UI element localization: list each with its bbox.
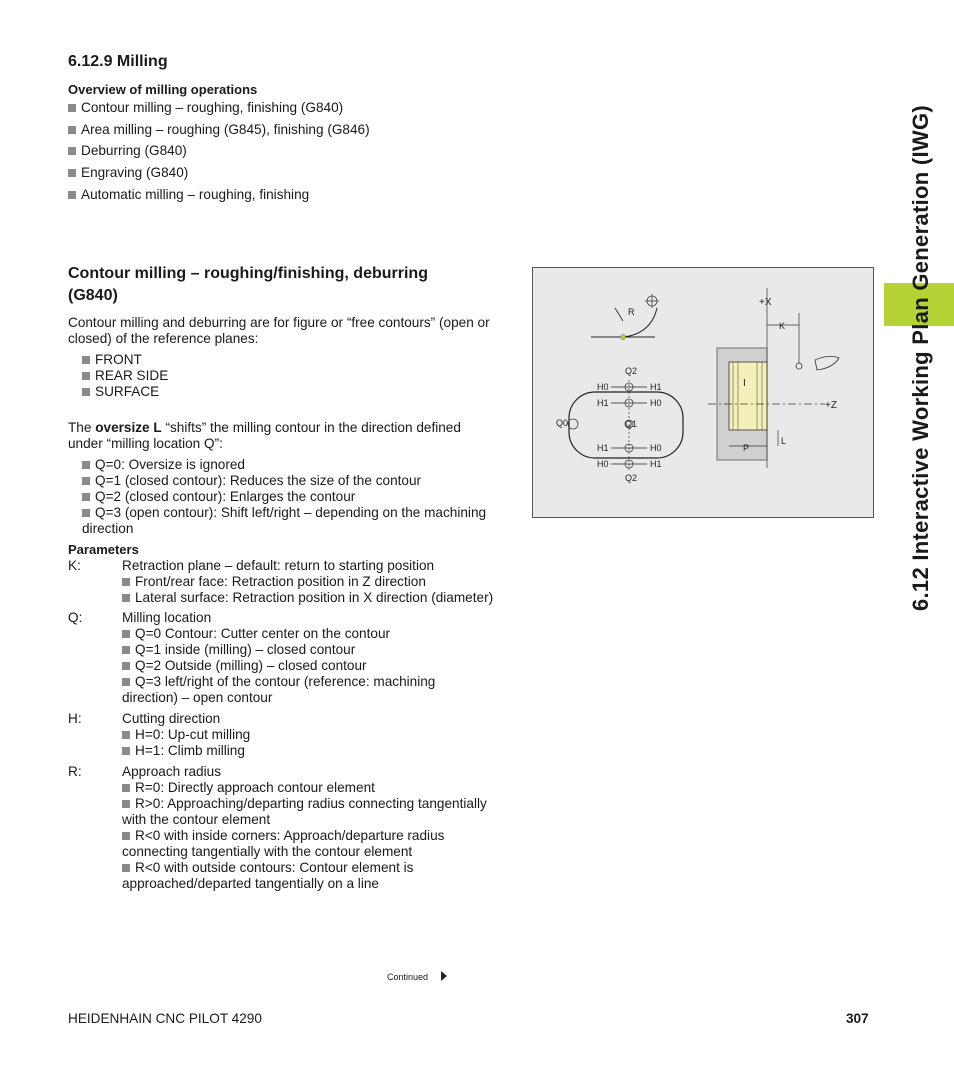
bullet-square-icon [122,678,130,686]
list-item: Q=0: Oversize is ignored [82,457,245,473]
bullet-square-icon [82,372,90,380]
param-desc: Milling location [122,610,212,625]
parameters-heading: Parameters [68,542,139,557]
intro-text: Contour milling and deburring are for figure or “free contours” (open or [68,315,490,330]
subsection-title-cont: (G840) [68,287,118,304]
param-key: K: [68,558,81,573]
list-item: FRONT [82,352,142,368]
label-Q2-bottom: Q2 [625,473,638,483]
list-item: Q=1 (closed contour): Reduces the size of the contour [82,473,421,489]
list-item-cont: direction [82,521,134,536]
bullet-square-icon [122,578,130,586]
label-H0: H0 [650,398,662,408]
list-item: R>0: Approaching/departing radius connecting tangentially [122,796,487,812]
list-item: Q=3 (open contour): Shift left/right – depending on the machining [82,505,486,521]
oversize-text: The oversize L “shifts” the milling contour in the direction defined [68,420,461,435]
bullet-square-icon [122,832,130,840]
bullet-square-icon [82,388,90,396]
tool-icon [815,356,839,370]
bullet-square-icon [68,104,76,112]
label-H1: H1 [597,443,609,453]
list-item: H=0: Up-cut milling [122,727,250,743]
intro-text: closed) of the reference planes: [68,331,259,346]
milling-pocket [729,362,767,430]
bullet-square-icon [122,662,130,670]
bullet-square-icon [122,800,130,808]
list-item: Q=2 Outside (milling) – closed contour [122,658,367,674]
list-item: Front/rear face: Retraction position in Z direction [122,574,426,590]
list-item: R<0 with outside contours: Contour element is [122,860,413,876]
bullet-square-icon [82,461,90,469]
label-X: +X [759,297,772,308]
bullet-square-icon [122,646,130,654]
label-K: K [779,321,786,331]
label-Z: +Z [825,400,837,411]
list-item: SURFACE [82,384,159,400]
param-key: Q: [68,610,83,625]
label-H1: H1 [650,382,662,392]
list-item: Contour milling – roughing, finishing (G840) [68,100,343,116]
param-desc: Retraction plane – default: return to starting position [122,558,435,573]
param-desc: Approach radius [122,764,221,779]
list-item: Engraving (G840) [68,165,188,181]
list-item: R<0 with inside corners: Approach/departure radius [122,828,444,844]
subsection-title: Contour milling – roughing/finishing, deburring [68,265,428,282]
list-item: Q=1 inside (milling) – closed contour [122,642,355,658]
label-Q2-top: Q2 [625,366,638,376]
continued-label: Continued [387,972,429,982]
list-item: Lateral surface: Retraction position in X direction (diameter) [122,590,493,606]
milling-diagram-svg [533,268,873,517]
label-I: I [743,378,746,389]
oversize-text-cont: under “milling location Q”: [68,436,223,451]
label-H1: H1 [597,398,609,408]
label-R: R [628,307,635,317]
label-H1: H1 [650,459,662,469]
list-item-cont: with the contour element [122,812,271,827]
param-key: H: [68,711,82,726]
list-item: Q=3 left/right of the contour (reference: machining [122,674,435,690]
start-point-icon [621,335,626,340]
list-item: R=0: Directly approach contour element [122,780,375,796]
bullet-square-icon [122,630,130,638]
list-item-cont: direction) – open contour [122,690,273,705]
list-item: Deburring (G840) [68,143,187,159]
milling-diagram [532,267,874,518]
list-item: REAR SIDE [82,368,168,384]
bullet-square-icon [68,191,76,199]
bullet-square-icon [122,594,130,602]
bullet-square-icon [122,864,130,872]
continued-arrow-icon [441,971,447,981]
section-title: 6.12.9 Milling [68,53,168,70]
label-L: L [781,436,787,446]
bullet-square-icon [68,126,76,134]
label-Q0: Q0 [556,418,569,428]
param-desc: Cutting direction [122,711,221,726]
bullet-square-icon [122,784,130,792]
bullet-square-icon [68,147,76,155]
overview-heading: Overview of milling operations [68,82,258,97]
bullet-square-icon [82,356,90,364]
sidebar-title: 6.12 Interactive Working Plan Generation (IWG) [908,104,933,612]
bullet-square-icon [68,169,76,177]
list-item: H=1: Climb milling [122,743,245,759]
list-item: Automatic milling – roughing, finishing [68,187,309,203]
label-H0: H0 [597,382,609,392]
bullet-square-icon [122,731,130,739]
bullet-square-icon [82,477,90,485]
list-item: Area milling – roughing (G845), finishing (G846) [68,122,370,138]
page-number: 307 [846,1011,869,1026]
list-item-cont: connecting tangentially with the contour element [122,844,413,859]
bullet-square-icon [122,747,130,755]
footer-product: HEIDENHAIN CNC PILOT 4290 [68,1011,262,1026]
param-key: R: [68,764,82,779]
bullet-square-icon [82,493,90,501]
label-P: P [743,443,750,453]
label-H0: H0 [597,459,609,469]
label-Q1: Q1 [625,419,638,429]
label-H0: H0 [650,443,662,453]
bullet-square-icon [82,509,90,517]
list-item: Q=2 (closed contour): Enlarges the contour [82,489,355,505]
list-item-cont: approached/departed tangentially on a line [122,876,379,891]
list-item: Q=0 Contour: Cutter center on the contour [122,626,390,642]
